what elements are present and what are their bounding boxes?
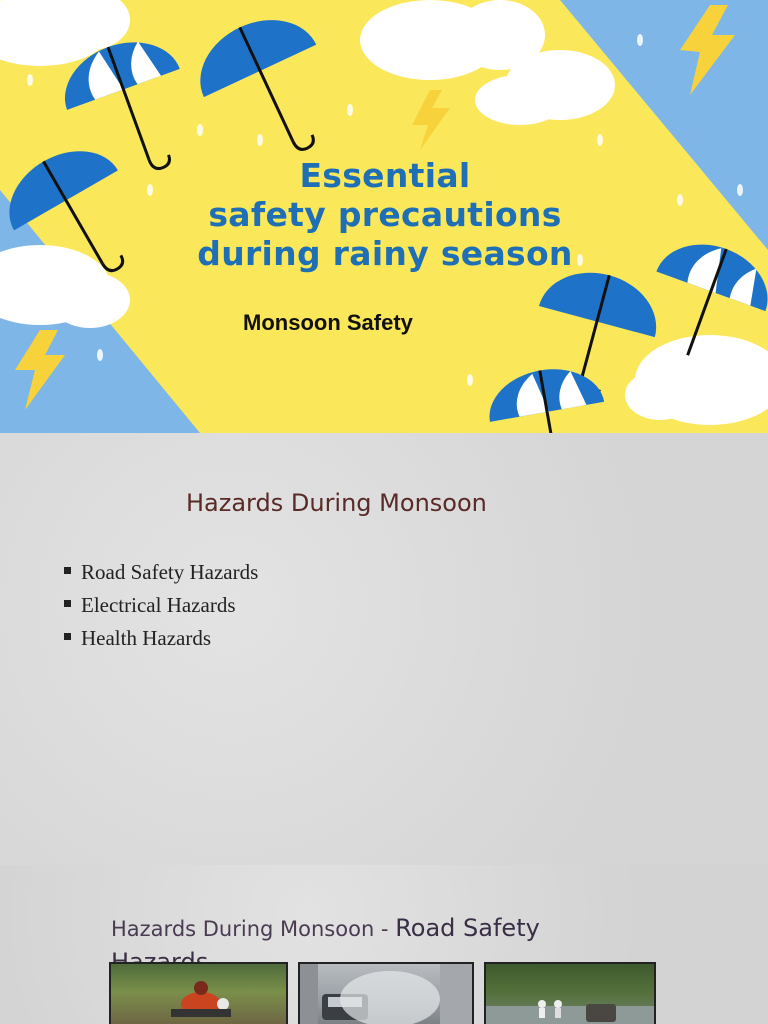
hazard-list <box>64 559 258 658</box>
photo-content <box>111 964 286 1024</box>
flooded-street-car-photo <box>298 962 474 1024</box>
heading-part: Hazards During Monsoon - <box>111 917 396 941</box>
flooded-road-people-photo <box>484 962 656 1024</box>
list-item <box>64 592 258 625</box>
title-line: during rainy season <box>197 234 573 273</box>
list-item-text: Electrical Hazards <box>81 593 236 617</box>
title-slide <box>0 0 768 433</box>
list-item-text: Road Safety Hazards <box>81 560 259 584</box>
list-item <box>64 625 258 658</box>
list-item-text: Health Hazards <box>81 626 212 650</box>
photo-content <box>300 964 472 1024</box>
bullet-icon <box>64 633 71 640</box>
bullet-icon <box>64 600 71 607</box>
slide-heading: Hazards During Monsoon <box>186 489 487 517</box>
list-item <box>64 559 258 592</box>
title-line: Essential <box>299 156 471 195</box>
road-safety-slide <box>0 865 768 1024</box>
title-line: safety precautions <box>208 195 562 234</box>
hazards-slide <box>0 433 768 865</box>
bullet-icon <box>64 567 71 574</box>
slide-subtitle: Monsoon Safety <box>243 310 413 335</box>
photo-content <box>486 964 654 1024</box>
slide-title <box>170 156 600 273</box>
heading-highlight: Road Safety <box>395 914 540 942</box>
motorcyclists-photo <box>109 962 288 1024</box>
